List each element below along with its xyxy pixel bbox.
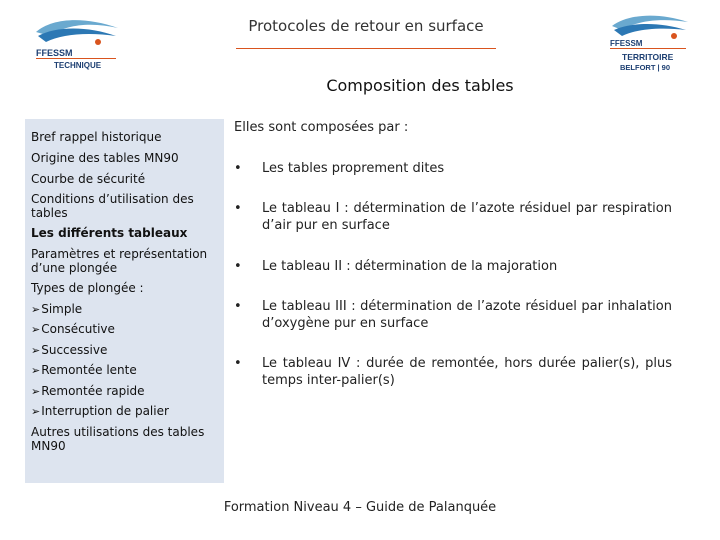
- sidebar-item-courbe: Courbe de sécurité: [31, 172, 146, 186]
- sidebar-item-autres: Autres utilisations des tables MN90: [31, 425, 205, 453]
- arrow-bullet-icon: ➢: [31, 364, 41, 377]
- bullet-dot-icon: •: [234, 259, 242, 274]
- svg-text:BELFORT | 90: BELFORT | 90: [620, 63, 671, 72]
- bullet-dot-icon: •: [234, 161, 242, 176]
- slide-title: Composition des tables: [326, 76, 514, 95]
- sidebar-item-origine: Origine des tables MN90: [31, 151, 179, 165]
- sidebar-item-types: Types de plongée :: [31, 281, 144, 295]
- sidebar-item-historique: Bref rappel historique: [31, 130, 162, 144]
- sidebar-item-parametres: Paramètres et représentation d’une plongée: [31, 247, 208, 275]
- intro-text: Elles sont composées par :: [234, 120, 409, 135]
- sidebar-item-simple: ➢Simple: [31, 302, 83, 316]
- svg-text:TECHNIQUE: TECHNIQUE: [54, 61, 102, 70]
- ffessm-technique-logo: [32, 16, 122, 72]
- bullet-dot-icon: •: [234, 201, 242, 216]
- svg-text:FFESSM: FFESSM: [36, 48, 73, 58]
- header-title: Protocoles de retour en surface: [248, 17, 484, 35]
- bullet-dot-icon: •: [234, 356, 242, 371]
- svg-text:FFESSM: FFESSM: [610, 39, 643, 48]
- bullet-dot-icon: •: [234, 299, 242, 314]
- arrow-bullet-icon: ➢: [31, 405, 41, 418]
- arrow-bullet-icon: ➢: [31, 385, 41, 398]
- sidebar-item-successive: ➢Successive: [31, 343, 108, 357]
- sidebar-item-tableaux-current: Les différents tableaux: [31, 226, 188, 240]
- svg-text:TERRITOIRE: TERRITOIRE: [622, 52, 674, 62]
- sidebar-item-consecutive: ➢Consécutive: [31, 322, 115, 336]
- sidebar-item-conditions: Conditions d’utilisation des tables: [31, 192, 194, 220]
- header-divider: [236, 48, 496, 49]
- arrow-bullet-icon: ➢: [31, 323, 41, 336]
- arrow-bullet-icon: ➢: [31, 344, 41, 357]
- arrow-bullet-icon: ➢: [31, 303, 41, 316]
- footer-text: Formation Niveau 4 – Guide de Palanquée: [223, 500, 497, 515]
- sidebar-item-remontee-lente: ➢Remontée lente: [31, 363, 137, 377]
- sidebar-item-interruption: ➢Interruption de palier: [31, 404, 169, 418]
- sidebar-item-remontee-rapide: ➢Remontée rapide: [31, 384, 145, 398]
- ffessm-territoire-belfort-logo: [606, 14, 690, 76]
